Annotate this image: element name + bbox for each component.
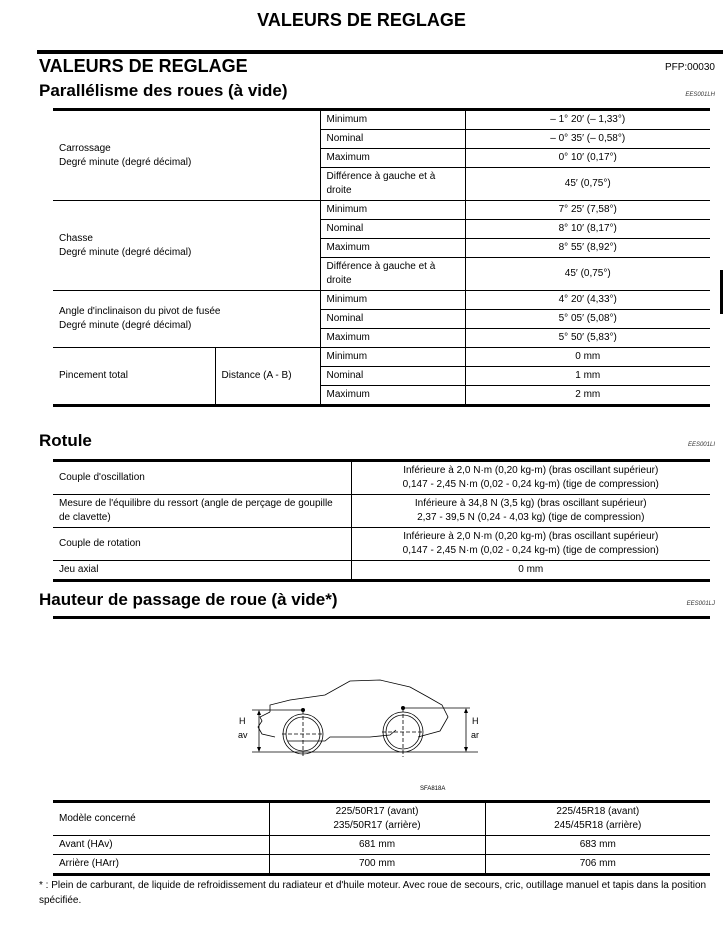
section-title: VALEURS DE REGLAGE xyxy=(39,56,248,76)
parallelisme-table xyxy=(53,108,710,407)
section-rule xyxy=(53,616,710,619)
value-line: Inférieure à 34,8 N (3,5 kg) (bras oscillant supérieur) xyxy=(414,498,647,509)
row-value: 700 mm xyxy=(269,855,485,875)
front-height-label: H xyxy=(239,716,246,726)
rotule-title: Rotule xyxy=(39,431,92,450)
row-label: Différence à gauche et à droite xyxy=(320,258,465,291)
row-value xyxy=(351,495,710,528)
row-value: 681 mm xyxy=(269,836,485,855)
group-name: Carrossage xyxy=(59,142,111,154)
header-line: 245/45R18 (arrière) xyxy=(554,820,642,831)
figure-code: SFA818A xyxy=(420,786,446,792)
row-label: Jeu axial xyxy=(53,561,351,581)
rear-height-sub: ar xyxy=(471,730,480,740)
row-value: 7° 25′ (7,58°) xyxy=(465,201,710,220)
rotule-table xyxy=(53,459,710,582)
value-line: 0,147 - 2,45 N·m (0,02 - 0,24 kg-m) (tige de compression) xyxy=(402,479,659,490)
row-label: Nominal xyxy=(320,130,465,149)
table-row xyxy=(53,561,710,581)
table-row xyxy=(53,802,710,836)
group-unit: Degré minute (degré décimal) xyxy=(59,320,192,331)
row-value: 706 mm xyxy=(485,855,710,875)
table-row xyxy=(53,855,710,875)
group-name: Angle d'inclinaison du pivot de fusée xyxy=(59,306,221,317)
rear-height-label: H xyxy=(472,716,479,726)
table-row xyxy=(53,495,710,528)
row-value: 683 mm xyxy=(485,836,710,855)
row-label: Arrière (HArr) xyxy=(53,855,269,875)
row-value xyxy=(351,461,710,495)
row-value xyxy=(351,528,710,561)
row-label: Minimum xyxy=(320,110,465,130)
row-label: Nominal xyxy=(320,367,465,386)
row-value: 0 mm xyxy=(351,561,710,581)
header-line: 235/50R17 (arrière) xyxy=(333,820,421,831)
table-row xyxy=(53,348,710,367)
row-value: – 1° 20′ (– 1,33°) xyxy=(465,110,710,130)
row-value: 5° 50′ (5,83°) xyxy=(465,329,710,348)
row-value: 0 mm xyxy=(465,348,710,367)
row-label: Différence à gauche et à droite xyxy=(320,168,465,201)
car-side-diagram xyxy=(230,655,490,800)
column-header xyxy=(485,802,710,836)
row-value: 45′ (0,75°) xyxy=(465,258,710,291)
row-label: Nominal xyxy=(320,310,465,329)
parallelisme-ref: EES001LH xyxy=(685,92,715,98)
row-value: 1 mm xyxy=(465,367,710,386)
row-label: Modèle concerné xyxy=(53,802,269,836)
header-line: 225/50R17 (avant) xyxy=(335,806,419,817)
row-value: 5° 05′ (5,08°) xyxy=(465,310,710,329)
row-label: Avant (HAv) xyxy=(53,836,269,855)
row-label: Couple de rotation xyxy=(53,528,351,561)
row-label: Maximum xyxy=(320,239,465,258)
group-sub-label: Distance (A - B) xyxy=(215,348,320,406)
table-row xyxy=(53,528,710,561)
row-label: Minimum xyxy=(320,348,465,367)
row-label: Maximum xyxy=(320,329,465,348)
row-label: Minimum xyxy=(320,201,465,220)
header-line: 225/45R18 (avant) xyxy=(556,806,640,817)
row-label: Couple d'oscillation xyxy=(53,461,351,495)
group-unit: Degré minute (degré décimal) xyxy=(59,156,192,168)
row-value: – 0° 35′ (– 0,58°) xyxy=(465,130,710,149)
car-outline-icon xyxy=(230,655,490,800)
column-header xyxy=(269,802,485,836)
table-row xyxy=(53,201,710,220)
row-label: Minimum xyxy=(320,291,465,310)
row-label: Maximum xyxy=(320,149,465,168)
row-value: 4° 20′ (4,33°) xyxy=(465,291,710,310)
group-label: Pincement total xyxy=(53,348,215,406)
group-label xyxy=(53,110,320,201)
front-height-sub: av xyxy=(238,730,248,740)
rotule-ref: EES001LI xyxy=(687,442,715,448)
table-row xyxy=(53,110,710,130)
page-title: VALEURS DE REGLAGE xyxy=(257,10,466,30)
row-value: 8° 10′ (8,17°) xyxy=(465,220,710,239)
section-rule xyxy=(37,50,723,54)
table-row xyxy=(53,836,710,855)
row-value: 2 mm xyxy=(465,386,710,406)
row-value: 0° 10′ (0,17°) xyxy=(465,149,710,168)
parallelisme-title: Parallélisme des roues (à vide) xyxy=(39,81,288,100)
hauteur-title: Hauteur de passage de roue (à vide*) xyxy=(39,590,338,609)
group-label xyxy=(53,291,320,348)
value-line: Inférieure à 2,0 N·m (0,20 kg-m) (bras oscillant supérieur) xyxy=(403,465,659,476)
group-name: Chasse xyxy=(59,232,93,244)
value-line: 2,37 - 39,5 N (0,24 - 4,03 kg) (tige de compression) xyxy=(417,512,645,523)
value-line: 0,147 - 2,45 N·m (0,02 - 0,24 kg-m) (tige de compression) xyxy=(402,545,659,556)
row-value: 8° 55′ (8,92°) xyxy=(465,239,710,258)
row-label: Nominal xyxy=(320,220,465,239)
row-label: Maximum xyxy=(320,386,465,406)
value-line: Inférieure à 2,0 N·m (0,20 kg-m) (bras oscillant supérieur) xyxy=(403,531,659,542)
row-label: Mesure de l'équilibre du ressort (angle de perçage de goupille de clavette) xyxy=(53,495,351,528)
group-label xyxy=(53,201,320,291)
group-unit: Degré minute (degré décimal) xyxy=(59,246,192,258)
footnote: * : Plein de carburant, de liquide de refroidissement du radiateur et d'huile moteur. Avec roue de secours, cric, outillage manuel et tapis dans la position spécifiée. xyxy=(39,880,707,906)
section-code: PFP:00030 xyxy=(664,62,715,73)
hauteur-table xyxy=(53,800,710,876)
table-row xyxy=(53,291,710,310)
hauteur-ref: EES001LJ xyxy=(686,601,715,607)
row-value: 45′ (0,75°) xyxy=(465,168,710,201)
table-row xyxy=(53,461,710,495)
